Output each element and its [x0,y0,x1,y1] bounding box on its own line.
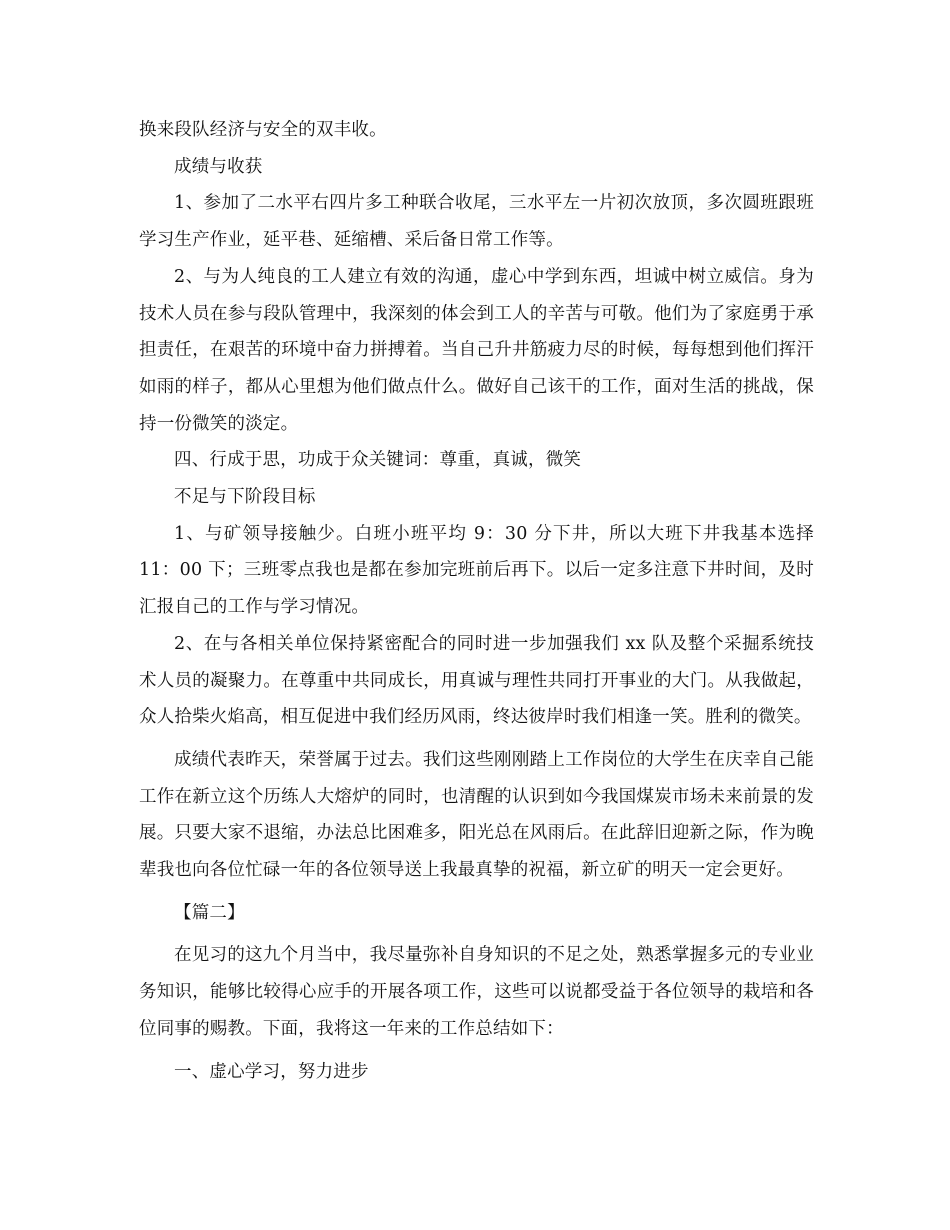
paragraph-part-two-intro: 在见习的这九个月当中，我尽量弥补自身知识的不足之处，熟悉掌握多元的专业业务知识，能够比较得心应手的开展各项工作，这些可以说都受益于各位领导的栽培和各位同事的赐教。下面，我将这一年来的工作总结如下： [139,945,814,1039]
paragraph-continuation: 换来段队经济与安全的双丰收。 [139,120,387,140]
heading-achievements: 成绩与收获 [174,156,263,177]
document-body [139,112,814,1090]
heading-shortcomings: 不足与下阶段目标 [174,487,316,508]
heading-section-four: 四、行成于思，功成于众关键词：尊重，真诚，微笑 [174,450,582,471]
paragraph-achievement-1: 1、参加了二水平右四片多工种联合收尾，三水平左一片初次放顶，多次圆班跟班学习生产作业，延平巷、延缩槽、采后备日常工作等。 [139,193,814,251]
paragraph-shortcoming-2: 2、在与各相关单位保持紧密配合的同时进一步加强我们 xx 队及整个采掘系统技术人员的凝聚力。在尊重中共同成长，用真诚与理性共同打开事业的大门。从我做起，众人拾柴火焰高，相互促进中我们经历风雨，终达彼岸时我们相逢一笑。胜利的微笑。 [139,633,814,728]
heading-part-two: 【篇二】 [174,902,245,923]
paragraph-conclusion: 成绩代表昨天，荣誉属于过去。我们这些刚刚踏上工作岗位的大学生在庆幸自己能工作在新立这个历练人大熔炉的同时，也清醒的认识到如今我国煤炭市场未来前景的发展。只要大家不退缩，办法总比困难多，阳光总在风雨后。在此辞旧迎新之际，作为晚辈我也向各位忙碌一年的各位领导送上我最真挚的祝福，新立矿的明天一定会更好。 [139,749,814,881]
paragraph-shortcoming-1: 1、与矿领导接触少。白班小班平均 9：30 分下井，所以大班下井我基本选择 11：00 下；三班零点我也是都在参加完班前后再下。以后一定多注意下井时间，及时汇报自己的工作与学习情况。 [139,523,814,618]
paragraph-achievement-2: 2、与为人纯良的工人建立有效的沟通，虚心中学到东西，坦诚中树立威信。身为技术人员在参与段队管理中，我深刻的体会到工人的辛苦与可敬。他们为了家庭勇于承担责任，在艰苦的环境中奋力拼搏着。当自己升井筋疲力尽的时候，每每想到他们挥汗如雨的样子，都从心里想为他们做点什么。做好自己该干的工作，面对生活的挑战，保持一份微笑的淡定。 [139,266,814,434]
heading-learning: 一、虚心学习，努力进步 [174,1061,369,1082]
